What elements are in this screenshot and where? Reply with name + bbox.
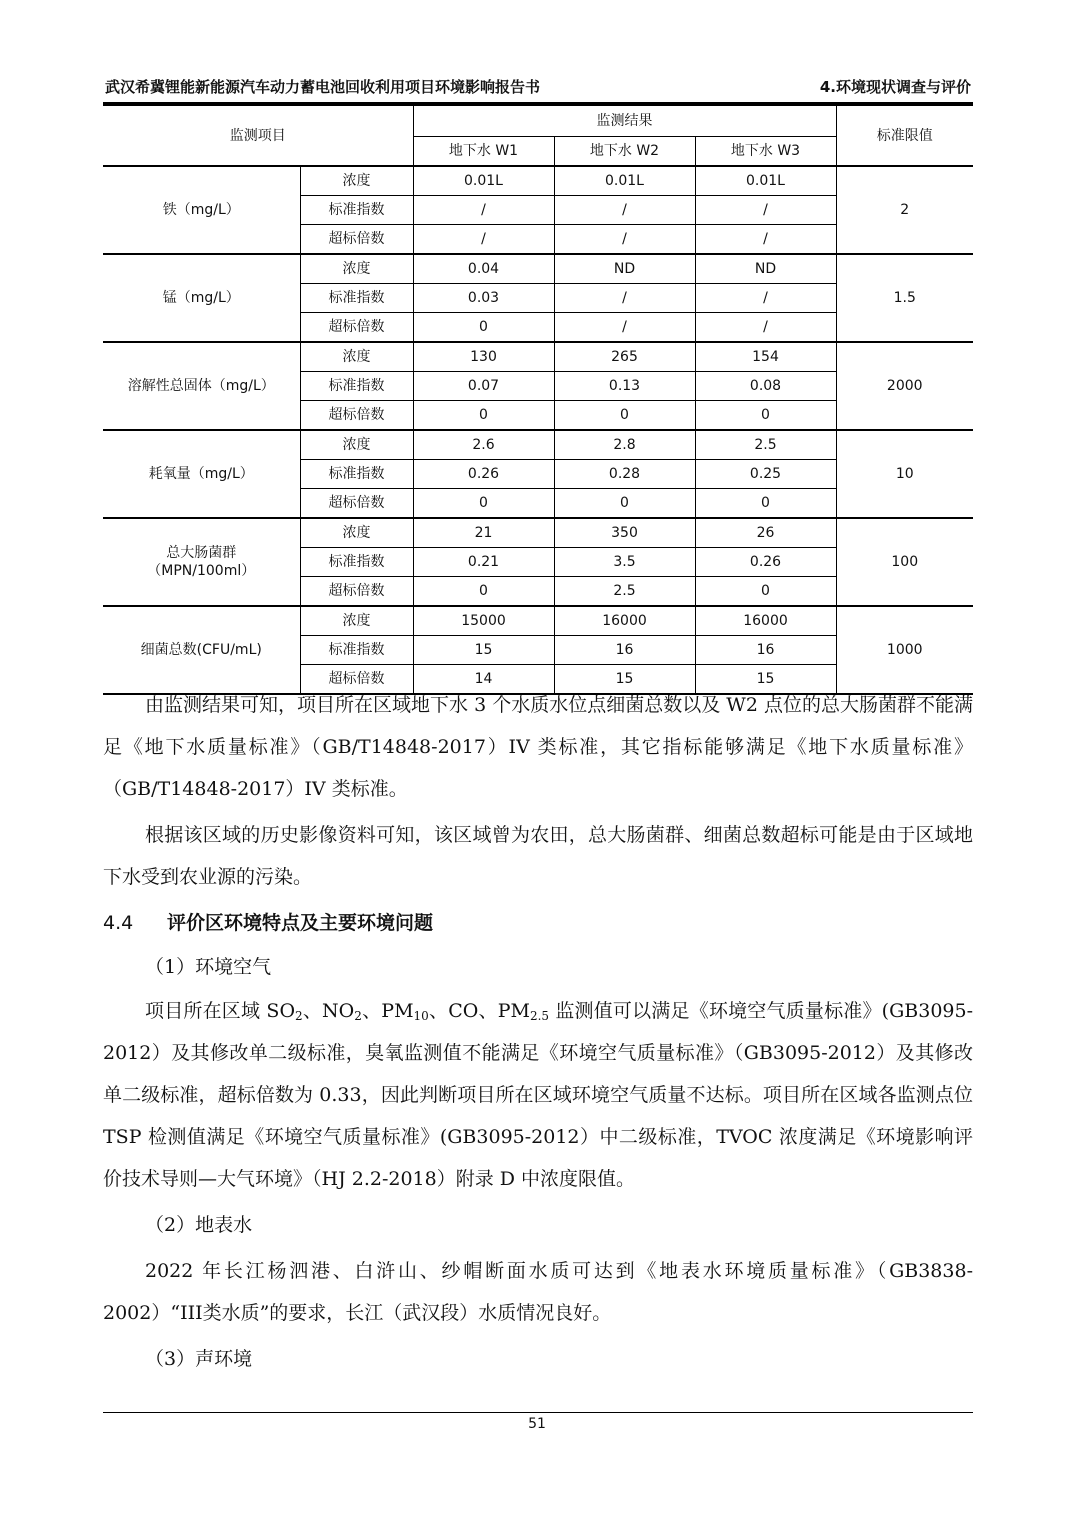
value-cell-w1: 0	[413, 577, 554, 607]
value-cell-w3: /	[695, 313, 836, 343]
metric-label: 标准指数	[300, 284, 413, 313]
metric-label: 浓度	[300, 430, 413, 460]
value-cell-w1: /	[413, 225, 554, 255]
value-cell-w1: 0.03	[413, 284, 554, 313]
value-cell-w2: 0.28	[554, 460, 695, 489]
value-cell-w3: 0.01L	[695, 166, 836, 196]
paragraph-air: 项目所在区域 $SO_2$、$NO_2$、$PM_{10}$、CO、$PM_{2.5}$ 监测值可以满足《环境空气质量标准》(GB3095-2012）及其修改单二级标准，臭氧监测值不能满足《环境空气质量标准》（GB3095-2012）及其修改单二级标准，超标倍数为 0.33，因此判断项目所在区域环境空气质量不达标。项目所在区域各监测点位 TSP 检测值满足《环境空气质量标准》(GB3095-2012）中二级标准，TVOC 浓度满足《环境影响评价技术导则—大气环境》（HJ 2.2-2018）附录 D 中浓度限值。	[103, 1000, 973, 1190]
value-cell-w2: 15	[554, 665, 695, 695]
metric-label: 标准指数	[300, 196, 413, 225]
value-cell-w3: 16000	[695, 606, 836, 636]
value-cell-w3: 0.26	[695, 548, 836, 577]
value-cell-w2: 265	[554, 342, 695, 372]
value-cell-w2: /	[554, 225, 695, 255]
value-cell-w2: /	[554, 313, 695, 343]
metric-label: 超标倍数	[300, 313, 413, 343]
value-cell-w1: 0	[413, 489, 554, 519]
metric-label: 超标倍数	[300, 225, 413, 255]
metric-label: 超标倍数	[300, 577, 413, 607]
value-cell-w3: 0.08	[695, 372, 836, 401]
metric-label: 标准指数	[300, 548, 413, 577]
table-row	[103, 606, 973, 636]
section-heading	[103, 908, 433, 935]
groundwater-monitoring-table	[103, 104, 973, 695]
value-cell-w1: 0	[413, 401, 554, 431]
value-cell-w3: 0	[695, 401, 836, 431]
table-row	[103, 254, 973, 284]
footer-rule	[103, 1412, 973, 1413]
paragraph-groundwater-result: 由监测结果可知，项目所在区域地下水 3 个水质水位点细菌总数以及 W2 点位的总大肠菌群不能满足《地下水质量标准》（GB/T14848-2017）IV 类标准，其它指标能够满足《地下水质量标准》（GB/T14848-2017）IV 类标准。	[103, 694, 973, 800]
value-cell-w2: 2.5	[554, 577, 695, 607]
value-cell-w3: /	[695, 225, 836, 255]
value-cell-w3: 0	[695, 489, 836, 519]
value-cell-w1: 0	[413, 313, 554, 343]
metric-label: 浓度	[300, 342, 413, 372]
standard-limit: 10	[836, 430, 973, 518]
standard-limit: 2000	[836, 342, 973, 430]
section-body	[103, 946, 973, 1380]
value-cell-w2: 0.01L	[554, 166, 695, 196]
value-cell-w3: 26	[695, 518, 836, 548]
metric-label: 超标倍数	[300, 489, 413, 519]
standard-limit: 100	[836, 518, 973, 606]
col-header-well-w3: 地下水 W3	[695, 137, 836, 167]
value-cell-w2: 0.13	[554, 372, 695, 401]
parameter-name: 细菌总数(CFU/mL)	[103, 606, 300, 694]
metric-label: 标准指数	[300, 460, 413, 489]
metric-label: 浓度	[300, 606, 413, 636]
value-cell-w3: 16	[695, 636, 836, 665]
table-row	[103, 166, 973, 196]
col-header-well-w2: 地下水 W2	[554, 137, 695, 167]
value-cell-w1: 130	[413, 342, 554, 372]
standard-limit: 1.5	[836, 254, 973, 342]
value-cell-w2: 2.8	[554, 430, 695, 460]
chapter-title: 4.环境现状调查与评价	[819, 78, 971, 96]
metric-label: 标准指数	[300, 636, 413, 665]
value-cell-w2: 3.5	[554, 548, 695, 577]
value-cell-w3: 154	[695, 342, 836, 372]
value-cell-w3: 0.25	[695, 460, 836, 489]
paragraph-surface-water: 2022 年长江杨泗港、白浒山、纱帽断面水质可达到《地表水环境质量标准》（GB3838-2002）“III类水质”的要求，长江（武汉段）水质情况良好。	[103, 1260, 973, 1324]
table-row	[103, 430, 973, 460]
value-cell-w1: 21	[413, 518, 554, 548]
value-cell-w2: 16000	[554, 606, 695, 636]
standard-limit: 2	[836, 166, 973, 254]
value-cell-w2: 16	[554, 636, 695, 665]
subheading-air: （1）环境空气	[145, 956, 272, 978]
col-header-limit: 标准限值	[836, 105, 973, 166]
parameter-name: 总大肠菌群 （MPN/100ml）	[103, 518, 300, 606]
report-title: 武汉希冀锂能新能源汽车动力蓄电池回收利用项目环境影响报告书	[105, 78, 541, 96]
subheading-surface-water: （2）地表水	[145, 1214, 253, 1236]
parameter-name: 铁（mg/L）	[103, 166, 300, 254]
value-cell-w3: 0	[695, 577, 836, 607]
conclusion-text	[103, 684, 973, 898]
value-cell-w2: 0	[554, 401, 695, 431]
parameter-name: 锰（mg/L）	[103, 254, 300, 342]
subheading-noise: （3）声环境	[145, 1348, 253, 1370]
table-row	[103, 342, 973, 372]
section-title: 评价区环境特点及主要环境问题	[167, 912, 434, 934]
parameter-name: 溶解性总固体（mg/L）	[103, 342, 300, 430]
metric-label: 超标倍数	[300, 665, 413, 695]
value-cell-w1: 0.04	[413, 254, 554, 284]
value-cell-w2: ND	[554, 254, 695, 284]
value-cell-w2: /	[554, 196, 695, 225]
value-cell-w1: 0.26	[413, 460, 554, 489]
parameter-name: 耗氧量（mg/L）	[103, 430, 300, 518]
metric-label: 超标倍数	[300, 401, 413, 431]
metric-label: 浓度	[300, 518, 413, 548]
value-cell-w2: 0	[554, 489, 695, 519]
value-cell-w3: /	[695, 284, 836, 313]
page-number: 51	[528, 1416, 546, 1432]
value-cell-w2: 350	[554, 518, 695, 548]
value-cell-w2: /	[554, 284, 695, 313]
value-cell-w1: /	[413, 196, 554, 225]
page-header	[103, 76, 973, 104]
standard-limit: 1000	[836, 606, 973, 694]
col-header-well-w1: 地下水 W1	[413, 137, 554, 167]
value-cell-w1: 0.07	[413, 372, 554, 401]
value-cell-w3: /	[695, 196, 836, 225]
value-cell-w3: 2.5	[695, 430, 836, 460]
metric-label: 浓度	[300, 254, 413, 284]
value-cell-w1: 15	[413, 636, 554, 665]
value-cell-w1: 2.6	[413, 430, 554, 460]
value-cell-w1: 14	[413, 665, 554, 695]
paragraph-pollution-cause: 根据该区域的历史影像资料可知，该区域曾为农田，总大肠菌群、细菌总数超标可能是由于区域地下水受到农业源的污染。	[103, 824, 973, 888]
section-number: 4.4	[103, 912, 134, 934]
value-cell-w1: 0.01L	[413, 166, 554, 196]
metric-label: 标准指数	[300, 372, 413, 401]
metric-label: 浓度	[300, 166, 413, 196]
value-cell-w1: 15000	[413, 606, 554, 636]
col-header-item: 监测项目	[103, 105, 413, 166]
col-header-result: 监测结果	[413, 105, 836, 137]
value-cell-w1: 0.21	[413, 548, 554, 577]
value-cell-w3: 15	[695, 665, 836, 695]
table-row	[103, 518, 973, 548]
value-cell-w3: ND	[695, 254, 836, 284]
